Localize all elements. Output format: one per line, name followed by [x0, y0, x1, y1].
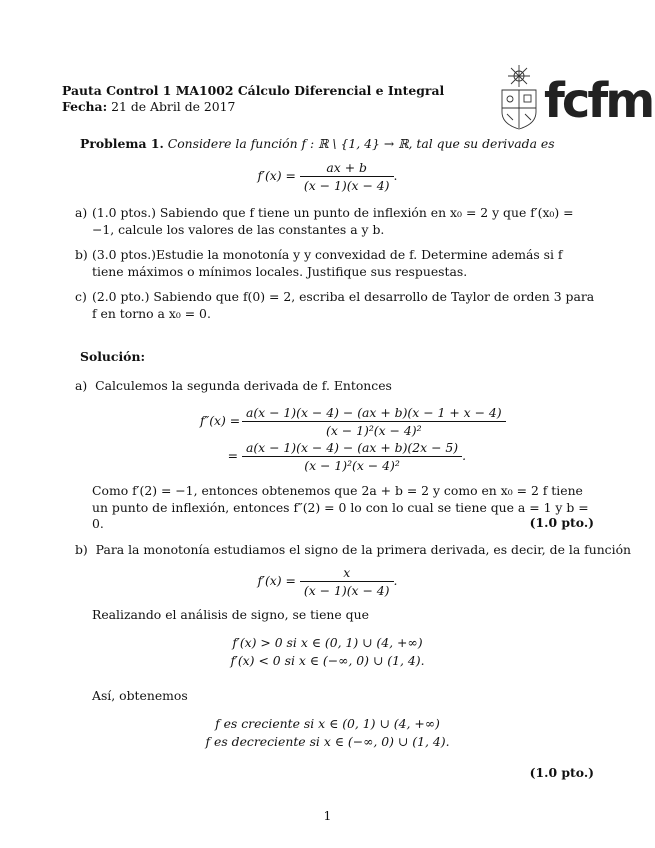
fcfm-logo-text: fcfm [544, 73, 653, 129]
problem-intro [80, 136, 600, 153]
increasing-result: f es creciente si x ∈ (0, 1) ∪ (4, +∞) [215, 716, 440, 731]
eq1-fraction [242, 405, 506, 438]
item-text: (3.0 ptos.)Estudie la monotonía y y convexidad de f. Determine además si f tiene máximos o mínimos locales. Justifique sus respuestas. [92, 247, 563, 279]
item-marker: a) [75, 205, 88, 220]
eq-fraction [300, 565, 394, 598]
item-marker: b) [75, 247, 88, 262]
date-label: Fecha: [62, 99, 108, 114]
decreasing-result: f es decreciente si x ∈ (−∞, 0) ∪ (1, 4). [205, 734, 450, 749]
item-marker: a) [75, 378, 88, 393]
problem-label: Problema 1. [80, 136, 164, 151]
therefore-text: Así, obtenemos [92, 688, 188, 703]
eq-lhs: f′(x) = [257, 168, 296, 183]
university-crest-logo [498, 64, 540, 130]
first-derivative-eq: f′(x) = $\frac{x}{(x - 1)(x - 4)}$ . [257, 565, 398, 598]
problem-item-c [75, 289, 597, 322]
date-value: 21 de Abril de 2017 [111, 99, 236, 114]
item-marker: c) [75, 289, 87, 304]
solution-heading: Solución: [80, 349, 146, 364]
item-marker: b) [75, 542, 88, 557]
page-number: 1 [323, 808, 332, 823]
eq2-lhs: = [227, 448, 238, 463]
problem-item-b [75, 247, 597, 280]
eq-denominator: (x − 1)(x − 4) [303, 178, 390, 193]
document-title: Pauta Control 1 MA1002 Cálculo Diferencial e Integral [62, 83, 445, 98]
solution-a-points: (1.0 pto.) [529, 515, 594, 530]
solution-b-points: (1.0 pto.) [529, 765, 594, 780]
item-text: (2.0 pto.) Sabiendo que f(0) = 2, escriba el desarrollo de Taylor de orden 3 para f en torno a x₀ = 0. [92, 289, 595, 321]
eq-lhs: f′(x) = [257, 573, 296, 588]
eq2-denominator: (x − 1)²(x − 4)² [304, 458, 400, 473]
eq2-fraction [242, 440, 462, 473]
eq-fraction [300, 160, 394, 193]
problem-intro-text: Considere la función f : ℝ \ {1, 4} → ℝ, tal que su derivada es [167, 136, 555, 151]
eq1-lhs: f″(x) = [200, 413, 241, 428]
second-derivative-eq2: = $\frac{a(x - 1)(x - 4) - (ax + b)(2x - 5)}{\text{(x − 1)²(x − 4)²}}$ . [200, 440, 466, 473]
problem-item-a [75, 205, 597, 238]
eq2-numerator: a(x − 1)(x − 4) − (ax + b)(2x − 5) [242, 440, 462, 457]
second-derivative-eq1 [200, 405, 506, 438]
solution-a-intro [75, 378, 392, 393]
eq-numerator: ax + b [300, 160, 394, 177]
date-line [62, 99, 235, 114]
sign-positive: f′(x) > 0 si x ∈ (0, 1) ∪ (4, +∞) [232, 635, 423, 650]
eq-denominator: (x − 1)(x − 4) [303, 583, 390, 598]
derivative-equation: f′(x) = $\frac{ax + b}{(x - 1)(x - 4)}$ . [257, 160, 398, 193]
eq-numerator: x [300, 565, 394, 582]
solution-b-intro-text: Para la monotonía estudiamos el signo de la primera derivada, es decir, de la función [95, 542, 632, 557]
solution-a-text: Como f′(2) = −1, entonces obtenemos que 2a + b = 2 y como en x₀ = 2 f tiene un punto de inflexión, entonces f″(2) = 0 lo con lo cual se tiene que a = 1 y b = 0. [92, 483, 589, 531]
item-text: (1.0 ptos.) Sabiendo que f tiene un punto de inflexión en x₀ = 2 y que f′(x₀) = −1, calcule los valores de las constantes a y b. [92, 205, 574, 237]
sign-analysis-text: Realizando el análisis de signo, se tiene que [92, 607, 369, 622]
solution-b-intro [75, 542, 631, 557]
sign-negative: f′(x) < 0 si x ∈ (−∞, 0) ∪ (1, 4). [230, 653, 425, 668]
eq1-numerator: a(x − 1)(x − 4) − (ax + b)(x − 1 + x − 4) [242, 405, 506, 422]
solution-a-intro-text: Calculemos la segunda derivada de f. Entonces [95, 378, 392, 393]
eq1-denominator: (x − 1)²(x − 4)² [326, 423, 422, 438]
